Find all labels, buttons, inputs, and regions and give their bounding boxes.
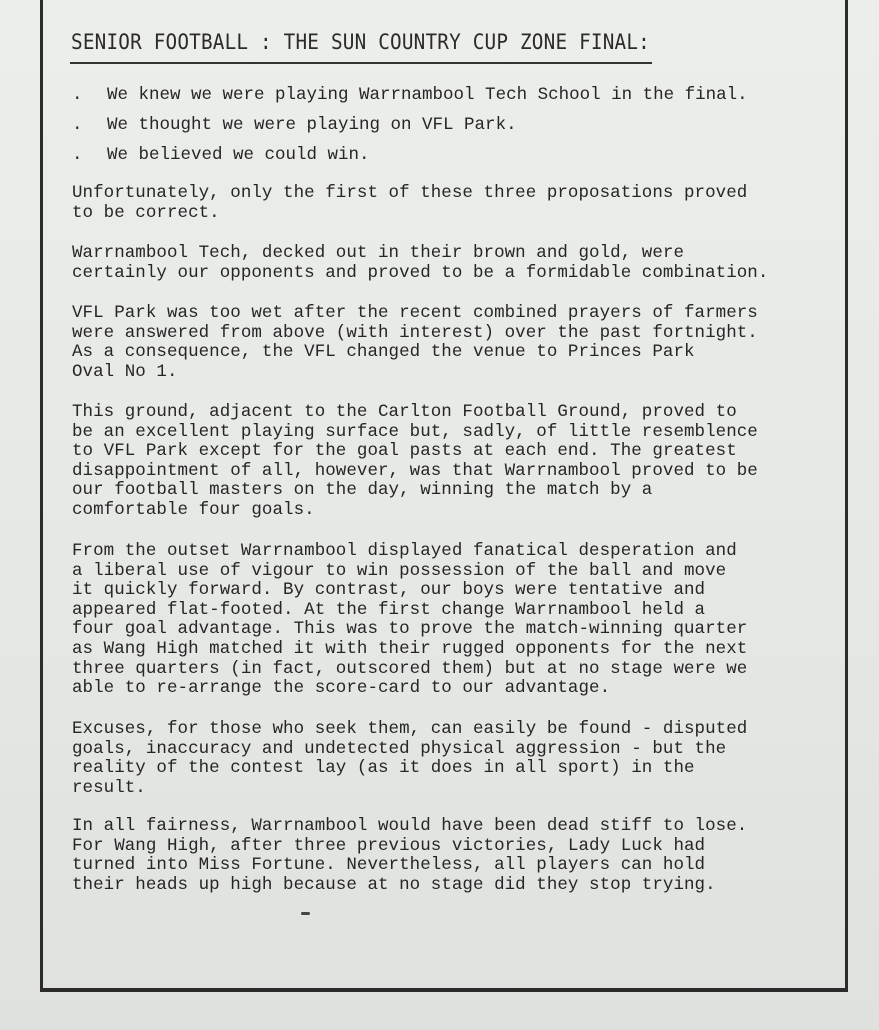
text-line: appeared flat-footed. At the first change Warrnambool held a xyxy=(72,599,706,620)
text-line: turned into Miss Fortune. Nevertheless, all players can hold xyxy=(72,855,706,876)
bullet-text: We believed we could win. xyxy=(107,145,370,165)
text-line: As a consequence, the VFL changed the venue to Princes Park xyxy=(72,342,695,363)
text-line: Oval No 1. xyxy=(72,361,178,382)
text-line: Excuses, for those who seek them, can easily be found - disputed xyxy=(72,719,748,739)
paragraph-match-report xyxy=(72,542,747,699)
text-line: From the outset Warrnambool displayed fanatical desperation and xyxy=(72,541,737,561)
text-line: result. xyxy=(72,777,146,798)
bullet-text: We knew we were playing Warrnambool Tech School in the final. xyxy=(107,85,748,105)
paragraph-propositions xyxy=(72,184,747,223)
text-line: In all fairness, Warrnambool would have been dead stiff to lose. xyxy=(72,816,748,836)
text-line: VFL Park was too wet after the recent combined prayers of farmers xyxy=(72,303,758,323)
bullet-text: We thought we were playing on VFL Park. xyxy=(107,115,517,135)
text-line: Unfortunately, only the first of these three proposations proved xyxy=(72,183,748,203)
title-underline xyxy=(70,62,652,64)
text-line: able to re-arrange the score-card to our advantage. xyxy=(72,678,611,699)
paragraph-excuses xyxy=(72,720,747,798)
text-line: a liberal use of vigour to win possession of the ball and move xyxy=(72,560,727,581)
text-line: as Wang High matched it with their rugged opponents for the next xyxy=(72,638,748,659)
bullet-marker: . xyxy=(72,145,83,165)
ink-mark xyxy=(301,912,310,915)
text-line: For Wang High, after three previous victories, Lady Luck had xyxy=(72,835,706,856)
text-line: disappointment of all, however, was that Warrnambool proved to be xyxy=(72,460,758,481)
text-line: three quarters (in fact, outscored them) but at no stage were we xyxy=(72,658,748,679)
text-line: their heads up high because at no stage did they stop trying. xyxy=(72,874,716,895)
text-line: it quickly forward. By contrast, our boys were tentative and xyxy=(72,580,706,601)
paragraph-conclusion xyxy=(72,817,747,895)
text-line: goals, inaccuracy and undetected physical aggression - but the xyxy=(72,738,727,759)
paragraph-opponents xyxy=(72,244,768,283)
text-line: to be correct. xyxy=(72,202,220,223)
text-line: our football masters on the day, winning the match by a xyxy=(72,480,653,501)
paragraph-venue-change xyxy=(72,304,758,382)
article-title: SENIOR FOOTBALL : THE SUN COUNTRY CUP ZONE FINAL: xyxy=(71,30,650,54)
bullet-marker: . xyxy=(72,115,83,135)
text-line: be an excellent playing surface but, sadly, of little resemblence xyxy=(72,421,758,442)
text-line: This ground, adjacent to the Carlton Football Ground, proved to xyxy=(72,402,737,422)
text-line: four goal advantage. This was to prove the match-winning quarter xyxy=(72,619,748,640)
text-line: certainly our opponents and proved to be a formidable combination. xyxy=(72,262,769,283)
bullet-marker: . xyxy=(72,85,83,105)
text-line: Warrnambool Tech, decked out in their brown and gold, were xyxy=(72,243,684,263)
text-line: to VFL Park except for the goal pasts at each end. The greatest xyxy=(72,441,737,462)
paragraph-ground xyxy=(72,403,758,521)
text-line: were answered from above (with interest) over the past fortnight. xyxy=(72,322,758,343)
text-line: reality of the contest lay (as it does in all sport) in the xyxy=(72,758,695,779)
text-line: comfortable four goals. xyxy=(72,499,315,520)
